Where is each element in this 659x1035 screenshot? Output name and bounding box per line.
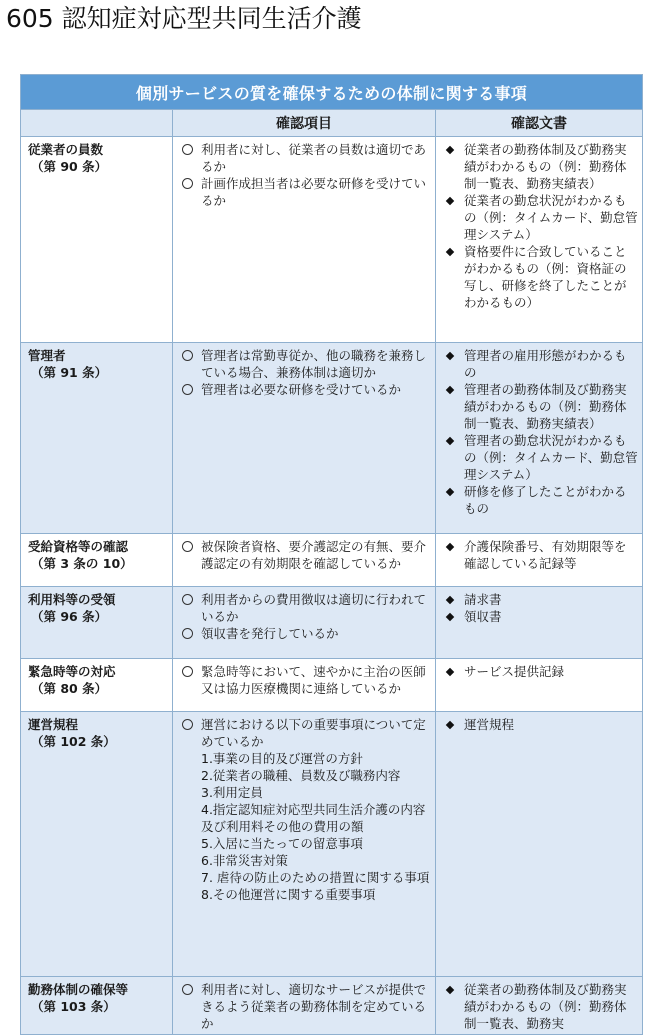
check-items-cell — [173, 343, 436, 534]
check-item — [173, 591, 431, 625]
diamond-bullet-icon — [436, 538, 464, 572]
document-item — [436, 483, 638, 517]
circle-bullet-icon — [173, 347, 201, 381]
documents-cell — [436, 977, 643, 1035]
check-items-cell — [173, 534, 436, 587]
diamond-bullet-icon — [436, 141, 464, 192]
row-label-title: 従業者の員数 — [28, 142, 104, 157]
check-items-cell — [173, 137, 436, 343]
document-item-text: 管理者の雇用形態がわかるもの — [464, 348, 627, 380]
row-label-article: （第 91 条） — [31, 365, 108, 380]
circle-bullet-icon — [173, 141, 201, 175]
table-body — [21, 137, 643, 1035]
check-item — [173, 175, 431, 209]
row-label-title: 管理者 — [28, 348, 66, 363]
row-label — [21, 659, 173, 712]
check-item-text: 計画作成担当者は必要な研修を受けているか — [201, 176, 427, 208]
row-label — [21, 534, 173, 587]
check-item-text: 利用者に対し、従業者の員数は適切であるか — [201, 142, 427, 174]
circle-bullet-icon — [173, 591, 201, 625]
document-item — [436, 538, 638, 572]
circle-bullet-icon — [173, 981, 201, 1032]
row-label-article: （第 96 条） — [31, 609, 108, 624]
document-item — [436, 608, 638, 625]
document-item-text: 従業者の勤務体制及び勤務実績がわかるもの（例：勤務体制一覧表、勤務実績表） — [464, 142, 627, 191]
col-header-check-items: 確認項目 — [173, 110, 436, 137]
diamond-bullet-icon — [436, 663, 464, 680]
document-item-text: 介護保険番号、有効期限等を確認している記録等 — [464, 539, 627, 571]
document-item — [436, 716, 638, 733]
table-row — [21, 712, 643, 977]
row-label — [21, 977, 173, 1035]
check-items-cell — [173, 587, 436, 659]
circle-bullet-icon — [173, 625, 201, 644]
circle-bullet-icon — [173, 663, 201, 697]
row-label-article: （第 90 条） — [31, 159, 108, 174]
document-item — [436, 192, 638, 243]
check-item-text: 管理者は必要な研修を受けているか — [201, 382, 402, 397]
check-item — [173, 981, 431, 1032]
documents-cell — [436, 343, 643, 534]
check-items-cell — [173, 712, 436, 977]
check-items-cell — [173, 659, 436, 712]
documents-cell — [436, 712, 643, 977]
document-item-text: 従業者の勤怠状況がわかるもの（例：タイムカード、勤怠管理システム） — [464, 193, 638, 242]
table-header-spacer — [21, 110, 173, 137]
check-item — [173, 141, 431, 175]
check-item — [173, 538, 431, 572]
document-item — [436, 663, 638, 680]
document-item-text: 運営規程 — [464, 717, 515, 732]
table-banner: 個別サービスの質を確保するための体制に関する事項 — [21, 75, 643, 110]
table-row — [21, 587, 643, 659]
check-item — [173, 347, 431, 381]
diamond-bullet-icon — [436, 347, 464, 381]
document-item — [436, 432, 638, 483]
document-item-text: 管理者の勤怠状況がわかるもの（例：タイムカード、勤怠管理システム） — [464, 433, 638, 482]
check-item — [173, 381, 431, 400]
table-row — [21, 137, 643, 343]
row-label — [21, 343, 173, 534]
diamond-bullet-icon — [436, 192, 464, 243]
row-label-article: （第 80 条） — [31, 681, 108, 696]
row-label — [21, 587, 173, 659]
table-row — [21, 659, 643, 712]
diamond-bullet-icon — [436, 432, 464, 483]
page-title: 605 認知症対応型共同生活介護 — [6, 4, 362, 33]
circle-bullet-icon — [173, 381, 201, 400]
check-subitem: 7. 虐待の防止のための措置に関する事項 — [201, 870, 430, 885]
document-item — [436, 981, 638, 1032]
diamond-bullet-icon — [436, 716, 464, 733]
document-item — [436, 141, 638, 192]
check-subitem: 6.非常災害対策 — [201, 853, 288, 868]
document-item-text: 請求書 — [464, 592, 502, 607]
check-subitem: 1.事業の目的及び運営の方針 — [201, 751, 363, 766]
check-item-text: 緊急時等において、速やかに主治の医師又は協力医療機関に連絡しているか — [201, 664, 426, 696]
diamond-bullet-icon — [436, 591, 464, 608]
row-label-article: （第 102 条） — [31, 734, 116, 749]
row-label-title: 緊急時等の対応 — [28, 664, 116, 679]
check-subitem: 3.利用定員 — [201, 785, 263, 800]
document-item-text: 管理者の勤務体制及び勤務実績がわかるもの（例：勤務体制一覧表、勤務実績表） — [464, 382, 627, 431]
document-item-text: 領収書 — [464, 609, 502, 624]
row-label — [21, 712, 173, 977]
row-label-title: 受給資格等の確認 — [28, 539, 129, 554]
check-item — [173, 716, 431, 903]
document-item — [436, 347, 638, 381]
check-item — [173, 625, 431, 644]
table-row — [21, 534, 643, 587]
circle-bullet-icon — [173, 538, 201, 572]
document-item — [436, 243, 638, 311]
col-header-documents: 確認文書 — [436, 110, 643, 137]
diamond-bullet-icon — [436, 381, 464, 432]
circle-bullet-icon — [173, 716, 201, 903]
check-item-text: 被保険者資格、要介護認定の有無、要介護認定の有効期限を確認しているか — [201, 539, 427, 571]
document-item-text: 研修を修了したことがわかるもの — [464, 484, 627, 516]
document-item — [436, 381, 638, 432]
table-row — [21, 977, 643, 1035]
document-item-text: 従業者の勤務体制及び勤務実績がわかるもの（例：勤務体制一覧表、勤務実 — [464, 982, 627, 1031]
check-items-cell — [173, 977, 436, 1035]
confirmation-table — [20, 74, 643, 1035]
check-subitem: 8.その他運営に関する重要事項 — [201, 887, 376, 902]
document-item-text: 資格要件に合致していることがわかるもの（例：資格証の写し、研修を終了したことがわかるもの） — [464, 244, 627, 310]
check-item-text: 管理者は常勤専従か、他の職務を兼務している場合、兼務体制は適切か — [201, 348, 427, 380]
row-label-title: 利用料等の受領 — [28, 592, 116, 607]
row-label-title: 勤務体制の確保等 — [28, 982, 129, 997]
table-row — [21, 343, 643, 534]
documents-cell — [436, 659, 643, 712]
check-item-text: 利用者に対し、適切なサービスが提供できるよう従業者の勤務体制を定めているか — [201, 982, 427, 1031]
documents-cell — [436, 534, 643, 587]
row-label-article: （第 103 条） — [31, 999, 116, 1014]
document-item-text: サービス提供記録 — [464, 664, 565, 679]
diamond-bullet-icon — [436, 608, 464, 625]
document-item — [436, 591, 638, 608]
diamond-bullet-icon — [436, 981, 464, 1032]
check-item-text: 領収書を発行しているか — [201, 626, 339, 641]
check-subitem: 5.入居に当たっての留意事項 — [201, 836, 363, 851]
check-item-text: 利用者からの費用徴収は適切に行われているか — [201, 592, 427, 624]
check-subitem: 4.指定認知症対応型共同生活介護の内容及び利用料その他の費用の額 — [201, 802, 426, 834]
circle-bullet-icon — [173, 175, 201, 209]
diamond-bullet-icon — [436, 483, 464, 517]
check-subitem: 2.従業者の職種、員数及び職務内容 — [201, 768, 401, 783]
documents-cell — [436, 137, 643, 343]
diamond-bullet-icon — [436, 243, 464, 311]
documents-cell — [436, 587, 643, 659]
row-label-title: 運営規程 — [28, 717, 79, 732]
row-label-article: （第 3 条の 10） — [31, 556, 133, 571]
check-item — [173, 663, 431, 697]
check-item-text: 運営における以下の重要事項について定めているか — [201, 717, 426, 749]
row-label — [21, 137, 173, 343]
